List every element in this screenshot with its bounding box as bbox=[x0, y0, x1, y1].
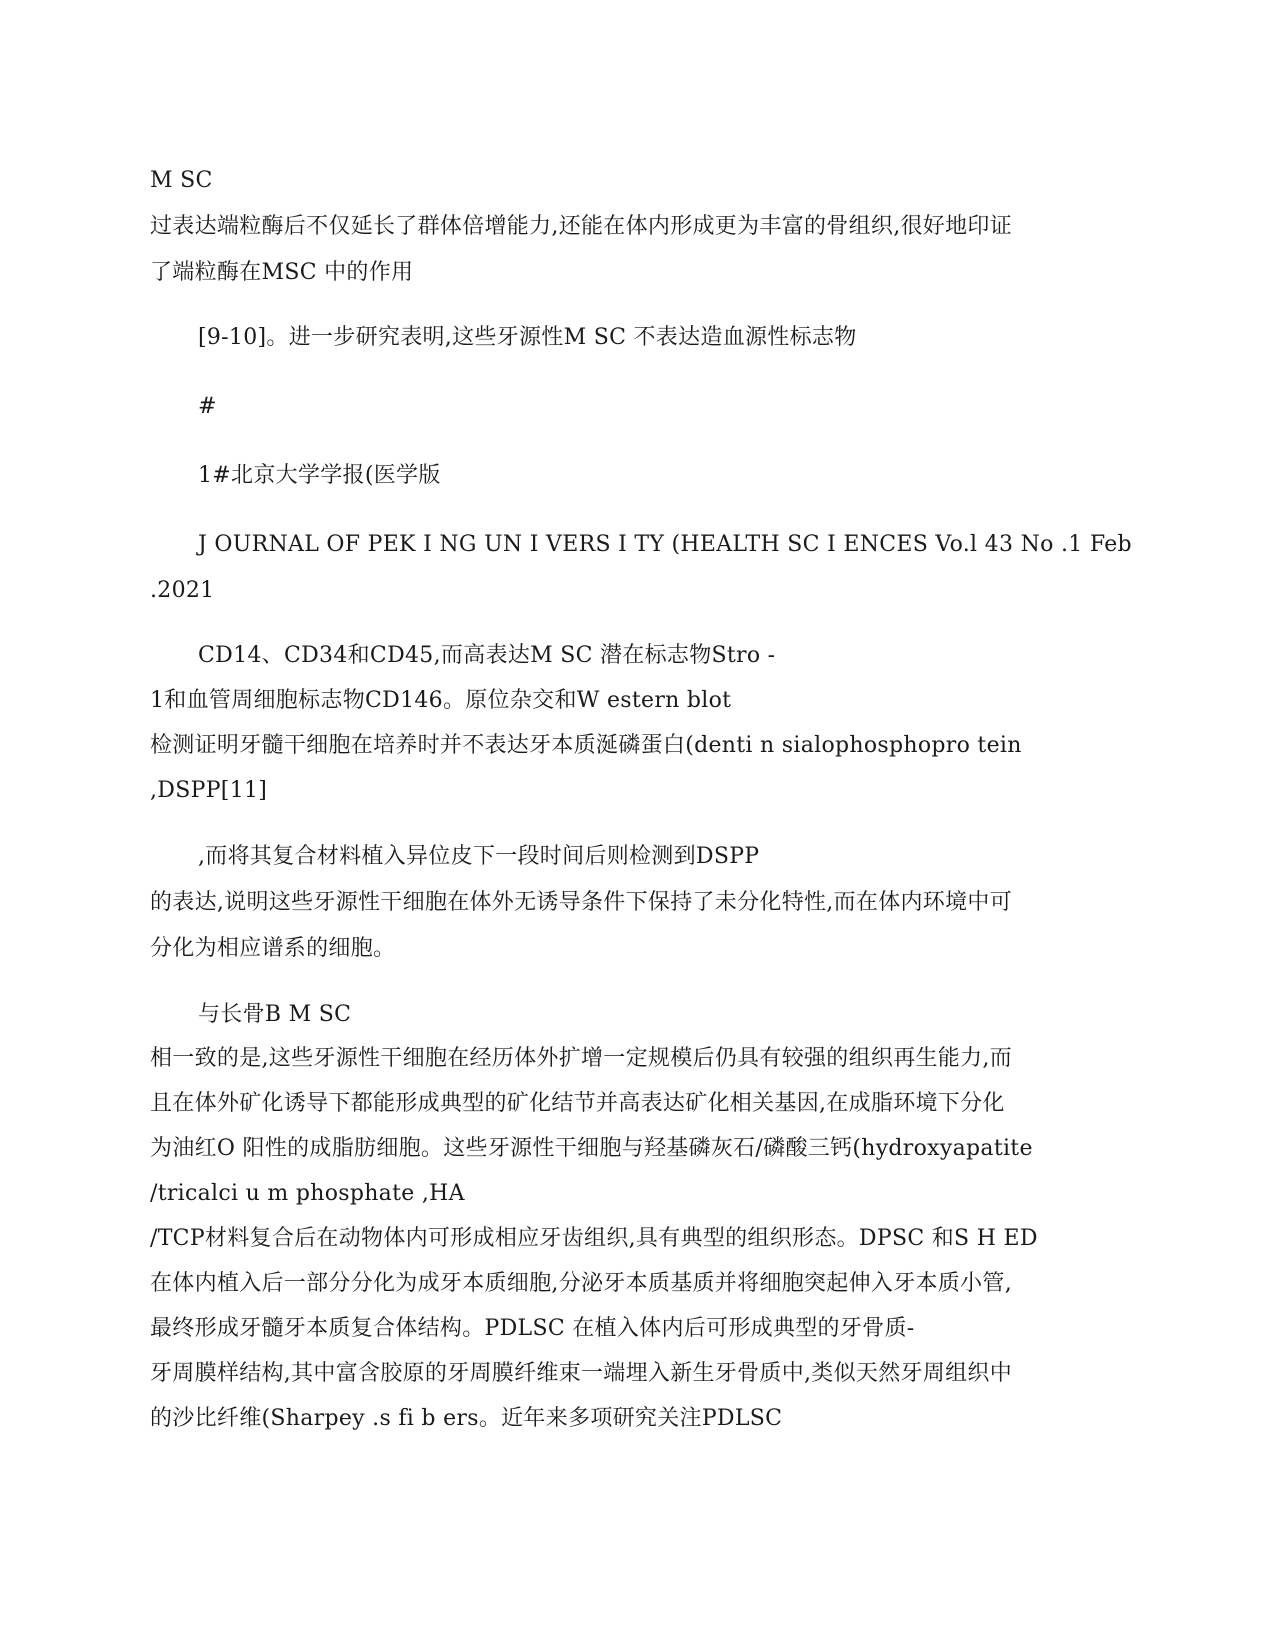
text-line: ,而将其复合材料植入异位皮下一段时间后则检测到DSPP bbox=[198, 844, 760, 869]
text-line: 且在体外矿化诱导下都能形成典型的矿化结节并高表达矿化相关基因,在成脂环境下分化 bbox=[150, 1091, 1005, 1116]
text-line: 的表达,说明这些牙源性干细胞在体外无诱导条件下保持了未分化特性,而在体内环境中可 bbox=[150, 890, 1012, 915]
text-line: 与长骨B M SC bbox=[198, 1002, 352, 1027]
text-line: ,DSPP[11] bbox=[150, 778, 268, 803]
journal-header-year: .2021 bbox=[150, 578, 215, 603]
text-line: 在体内植入后一部分分化为成牙本质细胞,分泌牙本质基质并将细胞突起伸入牙本质小管, bbox=[150, 1271, 1012, 1296]
text-line: 分化为相应谱系的细胞。 bbox=[150, 936, 396, 961]
text-line: M SC bbox=[150, 168, 213, 193]
text-line: 牙周膜样结构,其中富含胶原的牙周膜纤维束一端埋入新生牙骨质中,类似天然牙周组织中 bbox=[150, 1361, 1012, 1386]
text-line: 为油红O 阳性的成脂肪细胞。这些牙源性干细胞与羟基磷灰石/磷酸三钙(hydroxyapatite bbox=[150, 1136, 1033, 1161]
text-line: 检测证明牙髓干细胞在培养时并不表达牙本质涎磷蛋白(denti n sialophosphopro tein bbox=[150, 733, 1022, 758]
text-line: 的沙比纤维(Sharpey .s fi b ers。近年来多项研究关注PDLSC bbox=[150, 1406, 783, 1431]
text-line: 相一致的是,这些牙源性干细胞在经历体外扩增一定规模后仍具有较强的组织再生能力,而 bbox=[150, 1046, 1012, 1071]
text-line: 过表达端粒酶后不仅延长了群体倍增能力,还能在体内形成更为丰富的骨组织,很好地印证 bbox=[150, 214, 1012, 239]
text-line: 1和血管周细胞标志物CD146。原位杂交和W estern blot bbox=[150, 688, 732, 713]
text-line: [9-10]。进一步研究表明,这些牙源性M SC 不表达造血源性标志物 bbox=[198, 325, 857, 350]
text-line: /tricalci u m phosphate ,HA bbox=[150, 1181, 465, 1206]
text-line: /TCP材料复合后在动物体内可形成相应牙齿组织,具有典型的组织形态。DPSC 和S H ED bbox=[150, 1226, 1038, 1251]
journal-header-cn: 1#北京大学学报(医学版 bbox=[198, 463, 441, 488]
text-line: # bbox=[198, 394, 217, 419]
text-line: 了端粒酶在MSC 中的作用 bbox=[150, 260, 414, 285]
text-line: 最终形成牙髓牙本质复合体结构。PDLSC 在植入体内后可形成典型的牙骨质- bbox=[150, 1316, 915, 1341]
journal-header-en: J OURNAL OF PEK I NG UN I VERS I TY (HEALTH SC I ENCES Vo.l 43 No .1 Feb bbox=[198, 532, 1132, 557]
text-line: CD14、CD34和CD45,而高表达M SC 潜在标志物Stro - bbox=[198, 643, 776, 668]
